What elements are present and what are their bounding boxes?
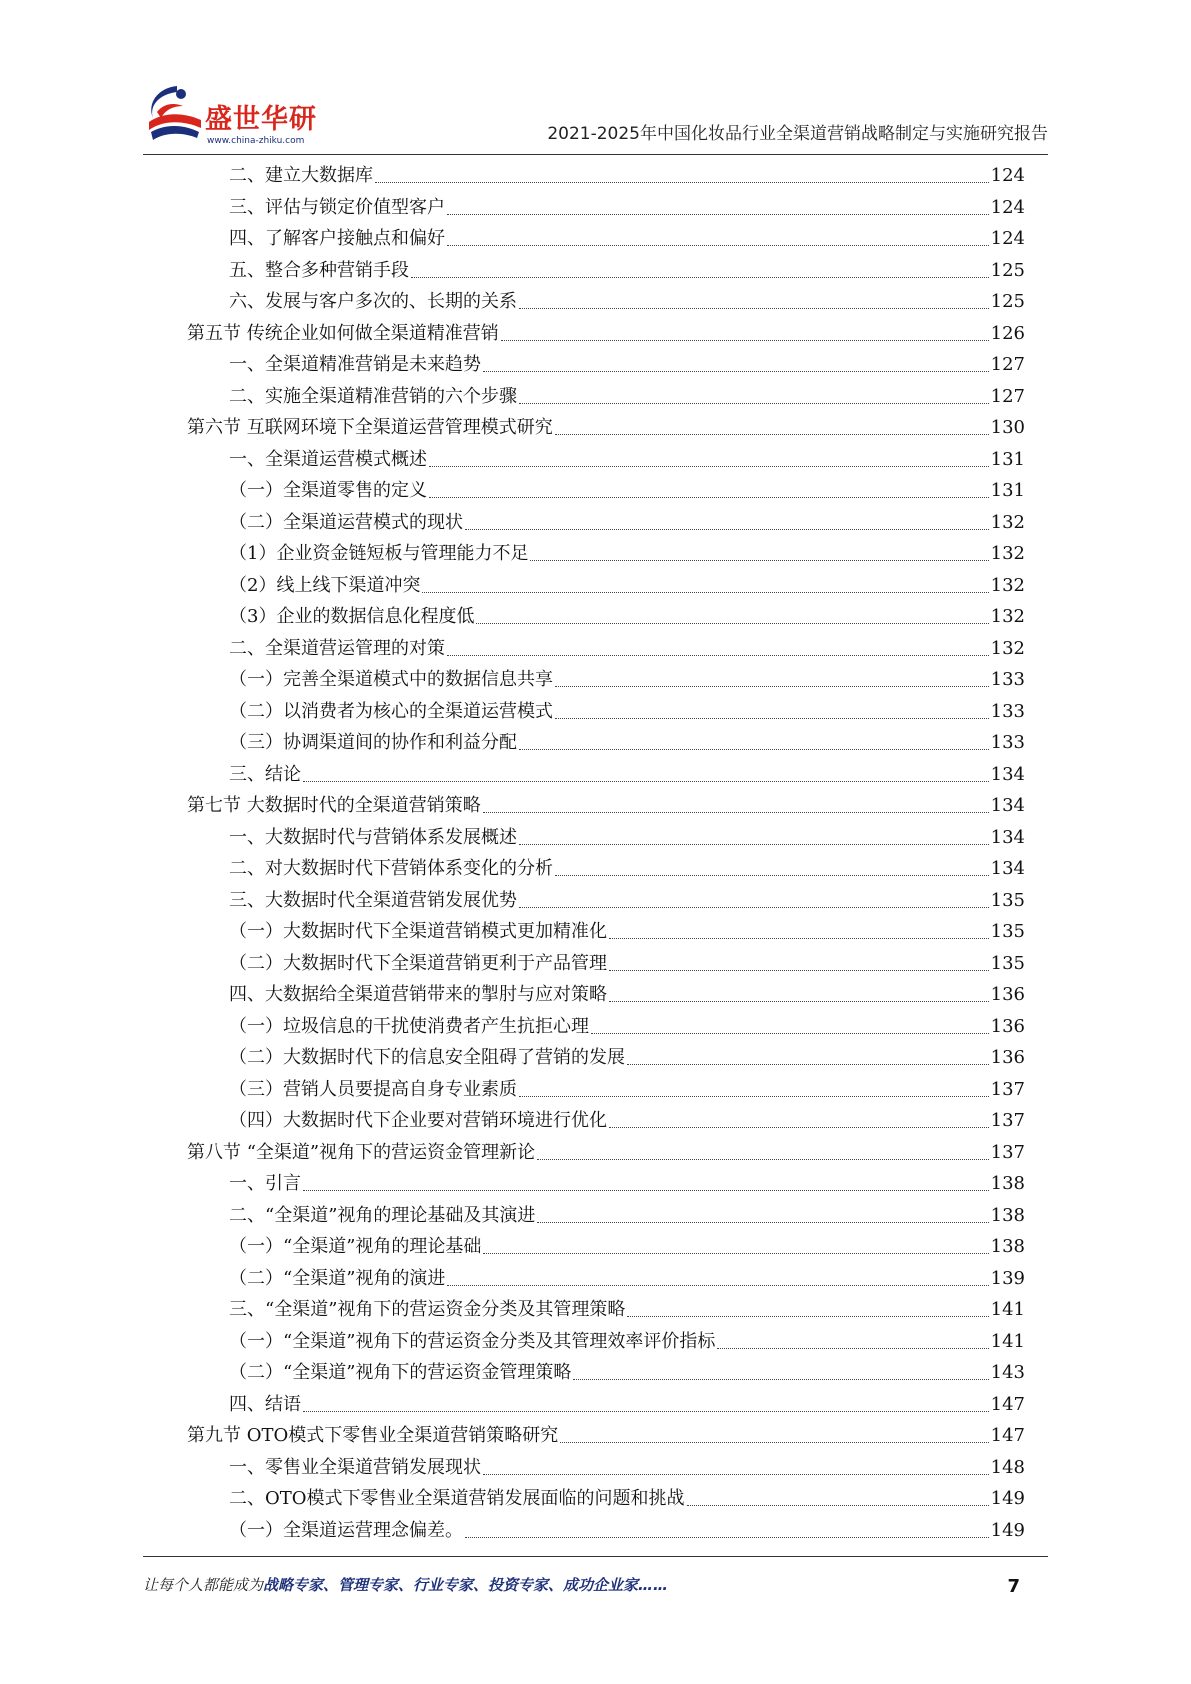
toc-entry-page: 134 [990, 858, 1025, 879]
toc-entry[interactable] [187, 570, 1025, 602]
toc-entry-page: 124 [990, 196, 1025, 218]
toc-entry-title: 一、大数据时代与营销体系发展概述 [229, 826, 517, 848]
toc-entry-page: 141 [990, 1330, 1025, 1352]
toc-entry-page: 124 [990, 165, 1025, 186]
toc-entry-page: 149 [990, 1519, 1025, 1541]
toc-entry-page: 124 [990, 228, 1025, 249]
toc-entry-title: 四、结语 [229, 1393, 301, 1415]
toc-entry-title: 第八节 “全渠道”视角下的营运资金管理新论 [187, 1141, 536, 1163]
toc-entry-title: （四）大数据时代下企业要对营销环境进行优化 [229, 1110, 607, 1131]
toc-entry-title: （一）垃圾信息的干扰使消费者产生抗拒心理 [229, 1015, 589, 1037]
toc-entry-title: 五、整合多种营销手段 [229, 259, 409, 281]
toc-dot-leader [537, 1159, 989, 1160]
logo-url: www.china-zhiku.com [207, 136, 305, 146]
toc-entry[interactable] [187, 916, 1025, 948]
toc-entry[interactable] [187, 696, 1025, 728]
toc-entry[interactable] [187, 255, 1025, 287]
toc-entry-page: 134 [990, 763, 1025, 785]
toc-entry[interactable] [187, 1137, 1025, 1169]
toc-entry[interactable] [187, 1074, 1025, 1106]
toc-entry[interactable] [187, 1263, 1025, 1295]
toc-entry[interactable] [187, 885, 1025, 917]
toc-entry-title: 第五节 传统企业如何做全渠道精准营销 [187, 322, 499, 344]
toc-entry-page: 132 [990, 637, 1025, 659]
toc-dot-leader [609, 1127, 989, 1128]
toc-entry[interactable] [187, 948, 1025, 980]
toc-entry-page: 132 [990, 543, 1025, 564]
toc-entry[interactable] [187, 444, 1025, 476]
footer-divider [143, 1556, 1048, 1557]
toc-dot-leader [555, 875, 989, 876]
toc-entry[interactable] [187, 381, 1025, 413]
toc-dot-leader [717, 1348, 988, 1349]
toc-dot-leader [447, 245, 989, 246]
toc-entry-page: 133 [990, 669, 1025, 690]
toc-entry[interactable] [187, 412, 1025, 444]
header-divider [143, 154, 1048, 155]
toc-entry-page: 133 [990, 732, 1025, 753]
toc-entry-page: 127 [990, 354, 1025, 375]
toc-entry-title: 第七节 大数据时代的全渠道营销策略 [187, 795, 481, 816]
toc-dot-leader [609, 970, 989, 971]
toc-entry[interactable] [187, 286, 1025, 318]
toc-entry-title: （一）全渠道零售的定义 [229, 480, 427, 501]
toc-dot-leader [483, 1474, 989, 1475]
toc-entry[interactable] [187, 601, 1025, 633]
page-footer [143, 1578, 1048, 1602]
toc-entry-title: 一、全渠道精准营销是未来趋势 [229, 354, 481, 375]
toc-entry[interactable] [187, 318, 1025, 350]
toc-dot-leader [519, 403, 989, 404]
company-logo [143, 82, 317, 146]
toc-entry-title: 二、“全渠道”视角的理论基础及其演进 [229, 1204, 536, 1226]
toc-entry-title: （一）“全渠道”视角下的营运资金分类及其管理效率评价指标 [229, 1330, 716, 1352]
toc-entry-title: 四、大数据给全渠道营销带来的掣肘与应对策略 [229, 984, 607, 1005]
toc-entry-title: （三）营销人员要提高自身专业素质 [229, 1078, 517, 1100]
toc-entry-page: 132 [990, 574, 1025, 596]
toc-entry[interactable] [187, 1294, 1025, 1326]
toc-dot-leader [591, 1033, 989, 1034]
toc-entry-title: 三、评估与锁定价值型客户 [229, 196, 445, 218]
toc-dot-leader [303, 1190, 989, 1191]
toc-entry-page: 147 [990, 1393, 1025, 1415]
toc-entry-title: （二）以消费者为核心的全渠道运营模式 [229, 700, 553, 722]
logo-name: 盛世华研 [205, 104, 317, 135]
toc-dot-leader [573, 1379, 988, 1380]
toc-dot-leader [519, 844, 989, 845]
toc-dot-leader [609, 1001, 989, 1002]
toc-entry-page: 125 [990, 259, 1025, 281]
toc-entry-page: 137 [990, 1110, 1025, 1131]
toc-entry-title: （一）大数据时代下全渠道营销模式更加精准化 [229, 921, 607, 942]
toc-entry-title: 二、全渠道营运管理的对策 [229, 637, 445, 659]
toc-entry-page: 137 [990, 1141, 1025, 1163]
toc-entry-page: 126 [990, 322, 1025, 344]
footer-motto [143, 1578, 668, 1593]
toc-entry-title: （二）大数据时代下的信息安全阻碍了营销的发展 [229, 1047, 625, 1068]
toc-entry-page: 133 [990, 700, 1025, 722]
toc-dot-leader [501, 340, 989, 341]
report-title: 2021-2025年中国化妆品行业全渠道营销战略制定与实施研究报告 [547, 124, 1048, 144]
toc-dot-leader [519, 749, 989, 750]
toc-entry[interactable] [187, 1231, 1025, 1263]
toc-dot-leader [537, 1222, 988, 1223]
toc-entry-page: 130 [990, 417, 1025, 438]
toc-dot-leader [687, 1505, 989, 1506]
toc-entry-title: 二、OTO模式下零售业全渠道营销发展面临的问题和挑战 [229, 1488, 685, 1509]
toc-entry-title: （1）企业资金链短板与管理能力不足 [229, 543, 529, 564]
toc-entry-page: 125 [990, 291, 1025, 312]
toc-entry[interactable] [187, 1042, 1025, 1074]
toc-dot-leader [627, 1064, 989, 1065]
toc-entry-page: 134 [990, 795, 1025, 816]
toc-entry[interactable] [187, 1011, 1025, 1043]
page-header [143, 82, 1048, 152]
toc-entry[interactable] [187, 1168, 1025, 1200]
toc-entry-page: 134 [990, 826, 1025, 848]
toc-entry[interactable] [187, 727, 1025, 759]
toc-entry-title: （一）完善全渠道模式中的数据信息共享 [229, 669, 553, 690]
toc-entry[interactable] [187, 759, 1025, 791]
toc-entry-title: 一、零售业全渠道营销发展现状 [229, 1456, 481, 1478]
toc-dot-leader [375, 182, 989, 183]
table-of-contents [187, 160, 1025, 1546]
toc-entry-page: 138 [990, 1204, 1025, 1226]
toc-dot-leader [422, 592, 988, 593]
toc-entry-title: 二、实施全渠道精准营销的六个步骤 [229, 385, 517, 407]
toc-entry[interactable] [187, 790, 1025, 822]
toc-entry[interactable] [187, 1200, 1025, 1232]
toc-dot-leader [465, 1537, 989, 1538]
toc-entry[interactable] [187, 1483, 1025, 1515]
toc-entry-title: 三、大数据时代全渠道营销发展优势 [229, 889, 517, 911]
toc-dot-leader [519, 907, 989, 908]
toc-entry-page: 143 [990, 1362, 1025, 1383]
toc-entry[interactable] [187, 1326, 1025, 1358]
toc-entry[interactable] [187, 160, 1025, 192]
toc-dot-leader [483, 371, 989, 372]
toc-entry-title: 三、“全渠道”视角下的营运资金分类及其管理策略 [229, 1299, 626, 1320]
toc-dot-leader [627, 1316, 988, 1317]
page-number: 7 [1007, 1576, 1020, 1597]
toc-entry[interactable] [187, 349, 1025, 381]
toc-entry-title: （一）全渠道运营理念偏差。 [229, 1519, 463, 1541]
toc-dot-leader [519, 1096, 989, 1097]
toc-entry[interactable] [187, 1420, 1025, 1452]
toc-entry-page: 138 [990, 1236, 1025, 1257]
toc-entry[interactable] [187, 664, 1025, 696]
toc-dot-leader [447, 1285, 988, 1286]
toc-dot-leader [555, 434, 989, 435]
toc-dot-leader [555, 718, 989, 719]
toc-entry-title: （2）线上线下渠道冲突 [229, 574, 421, 596]
motto-highlight: 战略专家、管理专家、行业专家、投资专家、成功企业家…… [263, 1576, 669, 1594]
toc-dot-leader [429, 466, 989, 467]
toc-entry-title: （3）企业的数据信息化程度低 [229, 606, 475, 627]
toc-entry[interactable] [187, 979, 1025, 1011]
toc-entry-title: （三）协调渠道间的协作和利益分配 [229, 732, 517, 753]
toc-entry-title: （一）“全渠道”视角的理论基础 [229, 1236, 482, 1257]
toc-entry-page: 132 [990, 606, 1025, 627]
motto-prefix: 让每个人都能成为 [143, 1576, 264, 1594]
toc-entry-page: 135 [990, 952, 1025, 974]
toc-dot-leader [483, 812, 989, 813]
toc-entry[interactable] [187, 1105, 1025, 1137]
toc-entry-page: 131 [990, 448, 1025, 470]
toc-entry[interactable] [187, 192, 1025, 224]
toc-entry-title: （二）全渠道运营模式的现状 [229, 511, 463, 533]
toc-entry-title: 二、建立大数据库 [229, 165, 373, 186]
toc-dot-leader [411, 277, 989, 278]
toc-dot-leader [476, 623, 988, 624]
toc-dot-leader [447, 655, 989, 656]
toc-entry[interactable] [187, 507, 1025, 539]
toc-entry-title: （二）“全渠道”视角下的营运资金管理策略 [229, 1362, 572, 1383]
toc-dot-leader [609, 938, 989, 939]
toc-entry-page: 147 [990, 1425, 1025, 1446]
toc-entry[interactable] [187, 1452, 1025, 1484]
toc-entry-page: 138 [990, 1173, 1025, 1194]
toc-dot-leader [560, 1442, 988, 1443]
toc-entry-page: 127 [990, 385, 1025, 407]
toc-entry-title: （二）“全渠道”视角的演进 [229, 1267, 446, 1289]
toc-dot-leader [429, 497, 989, 498]
toc-entry-page: 135 [990, 889, 1025, 911]
toc-entry[interactable] [187, 853, 1025, 885]
toc-entry-page: 139 [990, 1267, 1025, 1289]
toc-entry-title: （二）大数据时代下全渠道营销更利于产品管理 [229, 952, 607, 974]
toc-dot-leader [303, 781, 989, 782]
toc-entry-title: 第九节 OTO模式下零售业全渠道营销策略研究 [187, 1425, 559, 1446]
toc-entry-title: 六、发展与客户多次的、长期的关系 [229, 291, 517, 312]
toc-entry[interactable] [187, 1515, 1025, 1547]
toc-entry-page: 148 [990, 1456, 1025, 1478]
toc-entry-page: 136 [990, 984, 1025, 1005]
toc-entry-title: 四、了解客户接触点和偏好 [229, 228, 445, 249]
toc-entry[interactable] [187, 475, 1025, 507]
toc-entry[interactable] [187, 633, 1025, 665]
toc-dot-leader [447, 214, 989, 215]
toc-entry-page: 131 [990, 480, 1025, 501]
toc-entry-title: 一、全渠道运营模式概述 [229, 448, 427, 470]
toc-entry[interactable] [187, 1389, 1025, 1421]
toc-entry-page: 136 [990, 1015, 1025, 1037]
toc-dot-leader [555, 686, 989, 687]
toc-entry[interactable] [187, 1357, 1025, 1389]
toc-entry[interactable] [187, 822, 1025, 854]
toc-entry[interactable] [187, 223, 1025, 255]
toc-entry-title: 第六节 互联网环境下全渠道运营管理模式研究 [187, 417, 553, 438]
logo-emblem-icon [143, 82, 209, 146]
toc-entry-title: 三、结论 [229, 763, 301, 785]
toc-dot-leader [483, 1253, 988, 1254]
toc-entry[interactable] [187, 538, 1025, 570]
toc-entry-title: 一、引言 [229, 1173, 301, 1194]
toc-entry-page: 141 [990, 1299, 1025, 1320]
toc-dot-leader [519, 308, 989, 309]
toc-entry-page: 149 [990, 1488, 1025, 1509]
toc-dot-leader [465, 529, 989, 530]
toc-entry-page: 132 [990, 511, 1025, 533]
toc-entry-page: 135 [990, 921, 1025, 942]
toc-entry-page: 137 [990, 1078, 1025, 1100]
toc-entry-title: 二、对大数据时代下营销体系变化的分析 [229, 858, 553, 879]
toc-dot-leader [530, 560, 988, 561]
toc-entry-page: 136 [990, 1047, 1025, 1068]
toc-dot-leader [303, 1411, 989, 1412]
